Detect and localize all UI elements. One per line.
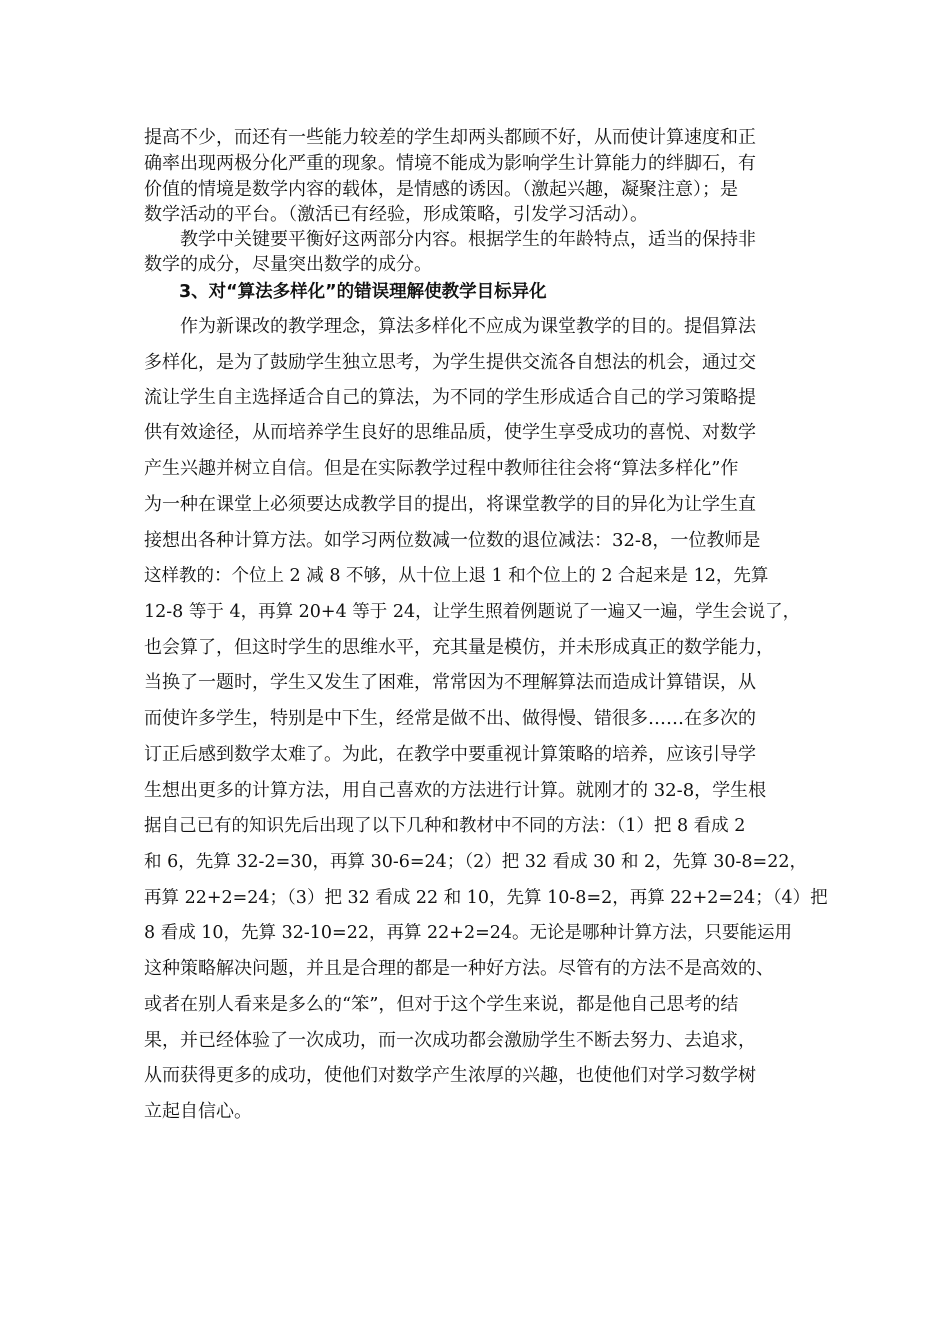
text-line: 8 看成 10，先算 32-10=22，再算 22+2=24。无论是哪种计算方法，只要能运用 — [144, 923, 793, 943]
text-line: 果，并已经体验了一次成功，而一次成功都会激励学生不断去努力、去追求， — [144, 1030, 756, 1051]
text-line: 教学中关键要平衡好这两部分内容。根据学生的年龄特点，适当的保持非 — [144, 229, 756, 250]
text-line: 多样化，是为了鼓励学生独立思考，为学生提供交流各自想法的机会，通过交 — [144, 352, 756, 373]
text-line: 作为新课改的教学理念，算法多样化不应成为课堂教学的目的。提倡算法 — [144, 316, 756, 337]
text-line: 据自己已有的知识先后出现了以下几种和教材中不同的方法：（1）把 8 看成 2 — [144, 816, 746, 836]
text-line: 生想出更多的计算方法，用自己喜欢的方法进行计算。就刚才的 32-8，学生根 — [144, 780, 767, 801]
text-line: 确率出现两极分化严重的现象。情境不能成为影响学生计算能力的绊脚石，有 — [144, 153, 756, 174]
text-line: 或者在别人看来是多么的“笨”，但对于这个学生来说，都是他自己思考的结 — [144, 994, 739, 1015]
text-line: 从而获得更多的成功，使他们对数学产生浓厚的兴趣，也使他们对学习数学树 — [144, 1065, 756, 1086]
text-line: 价值的情境是数学内容的载体，是情感的诱因。（激起兴趣，凝聚注意）；是 — [144, 179, 738, 200]
text-line: 这样教的：个位上 2 减 8 不够，从十位上退 1 和个位上的 2 合起来是 12，先算 — [144, 566, 769, 586]
text-line: 也会算了，但这时学生的思维水平，充其量是模仿，并未形成真正的数学能力， — [144, 637, 774, 658]
text-line: 数学的成分，尽量突出数学的成分。 — [144, 254, 432, 275]
text-line: 再算 22+2=24；（3）把 32 看成 22 和 10，先算 10-8=2，再算 22+2=24；（4）把 — [144, 888, 828, 908]
text-line: 为一种在课堂上必须要达成教学目的提出，将课堂教学的目的异化为让学生直 — [144, 494, 756, 515]
text-line: 12-8 等于 4，再算 20+4 等于 24，让学生照着例题说了一遍又一遍，学生会说了， — [144, 602, 801, 622]
text-line: 订正后感到数学太难了。为此，在教学中要重视计算策略的培养，应该引导学 — [144, 744, 756, 765]
text-line: 流让学生自主选择适合自己的算法，为不同的学生形成适合自己的学习策略提 — [144, 387, 756, 408]
text-line: 而使许多学生，特别是中下生，经常是做不出、做得慢、错很多……在多次的 — [144, 708, 756, 729]
text-line: 数学活动的平台。（激活已有经验，形成策略，引发学习活动）。 — [144, 204, 648, 225]
text-line: 接想出各种计算方法。如学习两位数减一位数的退位减法：32-8，一位教师是 — [144, 530, 761, 551]
text-line: 这种策略解决问题，并且是合理的都是一种好方法。尽管有的方法不是高效的、 — [144, 958, 774, 979]
text-line: 提高不少，而还有一些能力较差的学生却两头都顾不好，从而使计算速度和正 — [144, 127, 756, 148]
text-line: 供有效途径，从而培养学生良好的思维品质，使学生享受成功的喜悦、对数学 — [144, 422, 756, 443]
text-line: 产生兴趣并树立自信。但是在实际教学过程中教师往往会将“算法多样化”作 — [144, 458, 739, 479]
section-heading: 3、对“算法多样化”的错误理解使教学目标异化 — [144, 282, 547, 302]
text-line: 和 6，先算 32-2=30，再算 30-6=24；（2）把 32 看成 30 和 2，先算 30-8=22， — [144, 852, 807, 872]
text-line: 当换了一题时，学生又发生了困难，常常因为不理解算法而造成计算错误，从 — [144, 672, 756, 693]
text-line: 立起自信心。 — [144, 1101, 252, 1122]
